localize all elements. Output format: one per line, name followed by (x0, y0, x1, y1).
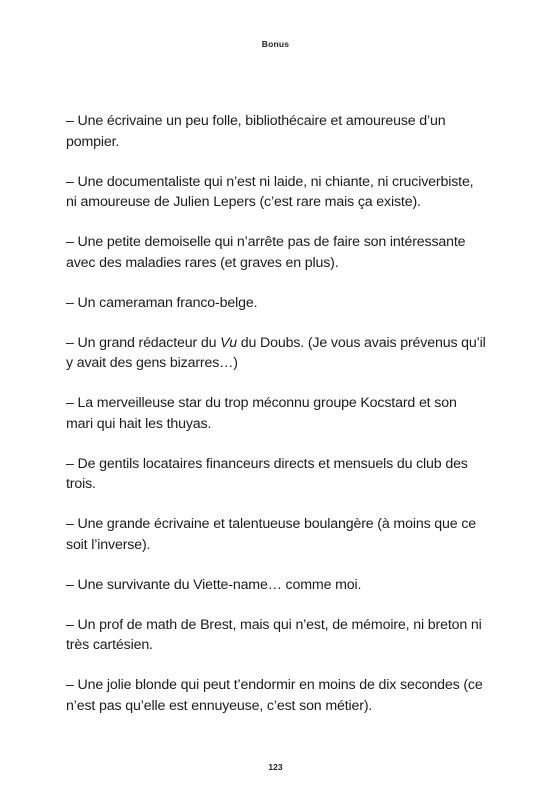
running-head: Bonus (261, 39, 290, 49)
paragraph-5 (66, 333, 486, 374)
paragraph-5-before: – Un grand rédacteur du (66, 334, 221, 351)
paragraph-4: – Un cameraman franco-belge. (66, 294, 258, 311)
paragraph-5-italic: Vu (220, 334, 237, 351)
page-body (66, 111, 486, 736)
paragraph-1: – Une écrivaine un peu folle, bibliothécaire et amoureuse d’un pompier. (66, 113, 446, 150)
paragraph-2: – Une documentaliste qui n’est ni laide, ni chiante, ni cruciverbiste, ni amoureuse de Julien Lepers (c’est rare mais ça existe). (66, 173, 474, 210)
paragraph-8: – Une grande écrivaine et talentueuse boulangère (à moins que ce soit l’inverse). (66, 516, 476, 553)
paragraph-6: – La merveilleuse star du trop méconnu groupe Kocstard et son mari qui hait les thuyas. (66, 395, 457, 432)
paragraph-7: – De gentils locataires financeurs directs et mensuels du club des trois. (66, 455, 468, 492)
page-number: 123 (268, 762, 283, 772)
paragraph-10: – Un prof de math de Brest, mais qui n’est, de mémoire, ni breton ni très cartésien. (66, 616, 482, 653)
paragraph-5-after: du Doubs. (Je vous avais prévenus qu’il y avait des gens bizarres…) (66, 334, 486, 371)
paragraph-9: – Une survivante du Viette-name… comme moi. (66, 576, 362, 593)
paragraph-11: – Une jolie blonde qui peut t’endormir en moins de dix secondes (ce n’est pas qu’elle est ennuyeuse, c’est son métier). (66, 677, 483, 714)
paragraph-3: – Une petite demoiselle qui n’arrête pas de faire son intéressante avec des maladies rares (et graves en plus). (66, 234, 466, 271)
